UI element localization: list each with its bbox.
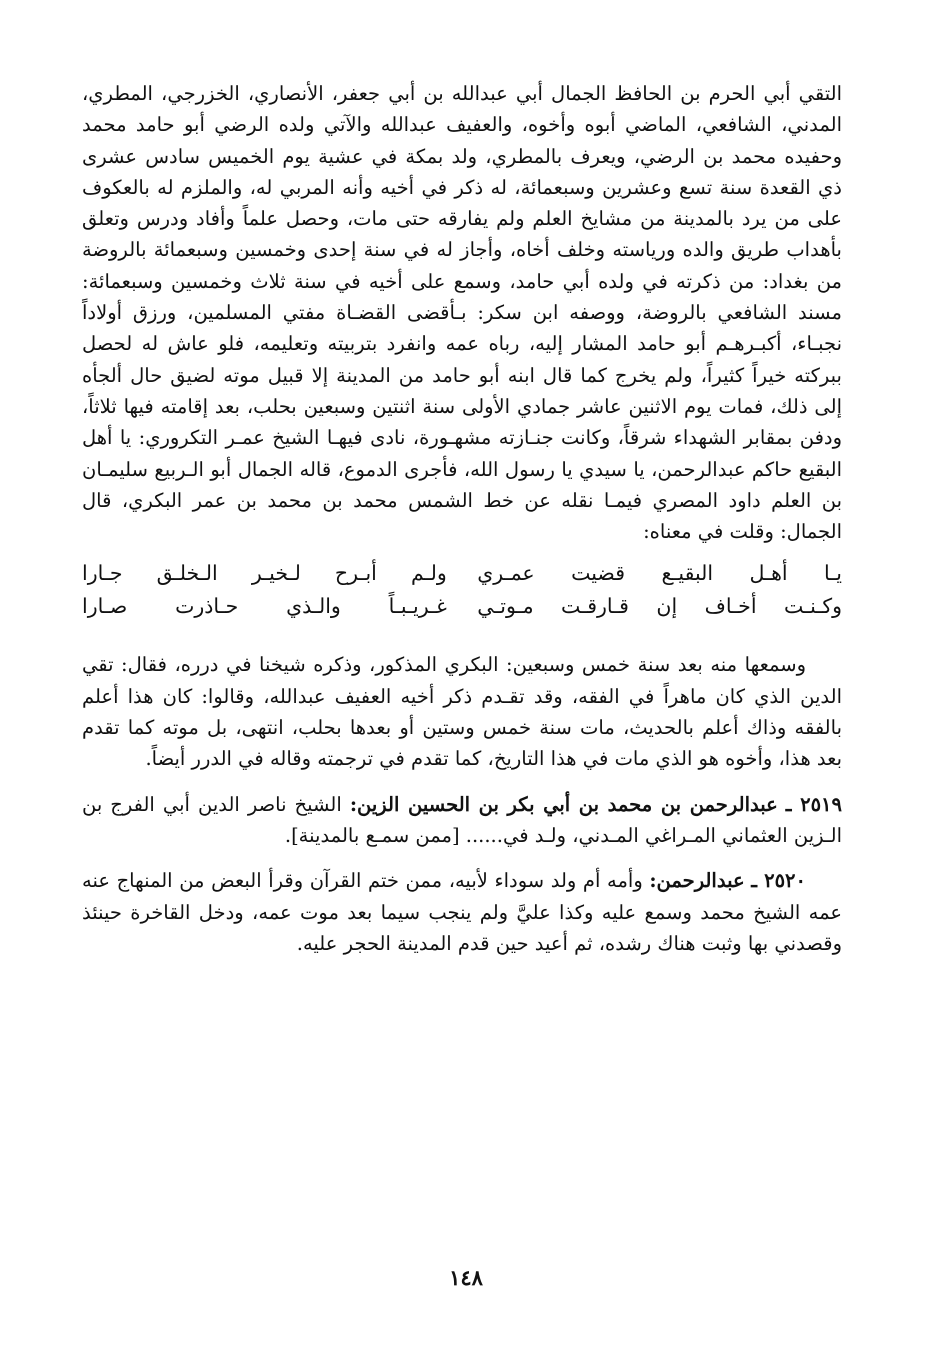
entry-2520 [82, 865, 842, 959]
text-line: من المنهاج عنه عمه الشيخ محمد وسمع عليه وكذا عليَّ ولم ينجب سيما بعد موت [82, 869, 842, 924]
page-number: ١٤٨ [449, 1265, 483, 1290]
continuation-paragraph [82, 649, 842, 774]
text-line: كما تقدم في ترجمته وقاله في الدرر أيضاً. [145, 747, 482, 771]
text-line: وأمه أم ولد سوداء لأبيه، ممن ختم القرآن وقرأ البعض [211, 869, 643, 893]
poem [82, 557, 842, 623]
text-line: الخميس سادس عشرى ذي القعدة سنة تسع وعشرين وسبعمائة، له ذكر في أخيه وأنه [82, 144, 842, 199]
text-line: المطري، المدني، الشافعي، الماضي أبوه وأخوه، والعفيف عبدالله والآتي ولده الرضي [82, 82, 842, 137]
verse-first-hemistich: وكـنـت أخـاف إن قـارقـت مـوتـي [477, 594, 842, 619]
text-line: قاله الجمال أبو الـربيع سليمـان بن العلم داود المصري فيمـا نقله عن خط الشمس [82, 457, 842, 512]
entry-number: ٢٥١٩ ـ [785, 792, 842, 816]
text-line: وقالوا: كان هذا أعلم بالفقه وذاك أعلم بالحديث، مات سنة خمس وستين أو بعدها [82, 684, 842, 740]
text-line: بالمدينة]. [284, 823, 360, 847]
text-line: الشيخ ناصر الدين [197, 792, 342, 816]
text-line: كثيراً، ولم يخرج كما قال ابنه أبو حامد من المدينة إلا قبيل موته لضيق حال ألجأه إلى [82, 363, 842, 418]
page-body [82, 78, 842, 959]
text-line: بحلب، انتهى، بل موته كما تقدم بعد هذا، وأخوه هو الذي مات في هذا التاريخ، [82, 716, 842, 771]
text-line: التقي أبي الحرم بن الحافظ الجمال أبي عبدالله بن أبي جعفر، الأنصاري، الخزرجي، [161, 82, 843, 105]
text-line: الحجر عليه. [296, 931, 391, 955]
text-line: عمه، ودخل القاخرة حينئذ وقصدني بها وثبت هناك رشده، ثم أعيد حين قدم المدينة [82, 900, 842, 955]
text-line: محمد بن محمد بن عمر البكري، قال الجمال: وقلت في معناه: [82, 488, 842, 544]
biography-paragraph [82, 78, 842, 547]
verse-second-hemistich: ولـم أبـرح لـخيـر الـخلـق جـارا [82, 561, 447, 586]
entry-name: عبدالرحمن بن محمد بن أبي بكر بن الحسين الزين: [349, 792, 778, 816]
text-line: فقال: تقي الدين الذي كان ماهراً في الفقه، وقد تقـدم ذكر أخيه العفيف عبدالله، [82, 653, 842, 708]
text-line: التكروري: يا أهل البقيع حاكم عبدالرحمن، يا سيدي يا رسول الله، فأجرى الدموع، [82, 426, 843, 481]
text-line: أبو حامد المشار إليه، رباه عمه وانفرد بتربيته وتعليمه، فلو عاش له لحصل ببركته خيراً [82, 332, 842, 387]
verse-second-hemistich: غـريـبـاً والـذي حـاذرت صـارا [82, 594, 447, 619]
poem-verse [82, 590, 842, 623]
entry-name: عبدالرحمن: [649, 869, 745, 893]
text-line: أبي الفرج بن الـزين العثماني المـراغي المـدني، ولـد في...... [ممن سمـع [82, 792, 842, 847]
text-line: ذلك، فمات يوم الاثنين عاشر جمادي الأولى سنة اثنتين وسبعين بحلب، بعد إقامته فيها [123, 394, 808, 418]
text-line: ثلاثاً، ودفن بمقابر الشهداء شرقاً، وكانت جنـازته مشهـورة، نادى فيهـا الشيخ عمـر [82, 394, 842, 450]
text-line: حامد، وسمع على أخيه في سنة ثلاث وخمسين وسبعمائة: مسند الشافعي بالروضة، [82, 269, 842, 325]
entry-2519 [82, 789, 842, 852]
text-line: وسمعها منه بعد سنة خمس وسبعين: البكري المذكور، وذكره شيخنا في درره، [174, 653, 807, 677]
verse-first-hemistich: يـا أهـل البقيـع قضيت عمـري [477, 561, 842, 586]
poem-verse [82, 557, 842, 590]
text-line: ووصفه ابن سكر: بـأقضى القضـاة مفتي المسلمين، ورزق أولاداً نجبـاء، أكبـرهـم [82, 301, 842, 356]
text-line: أبو حامد محمد وحفيده محمد بن الرضي، ويعرف بالمطري، ولد بمكة في عشية يوم [82, 113, 843, 168]
entry-number: ٢٥٢٠ ـ [751, 869, 806, 893]
text-line: المربي له، والملزم له بالعكوف على من يرد بالمدينة من مشايخ العلم ولم يفارقه حتى [82, 175, 842, 231]
text-line: مات، وحصل علماً وأفاد ودرس وتعلق بأهداب طريق والده ورياسته وخلف أخاه، [82, 207, 842, 262]
text-line: وأجاز له في سنة إحدى وخمسين وسبعمائة بالروضة من بغداد: من ذكرته في ولده أبي [82, 238, 842, 293]
